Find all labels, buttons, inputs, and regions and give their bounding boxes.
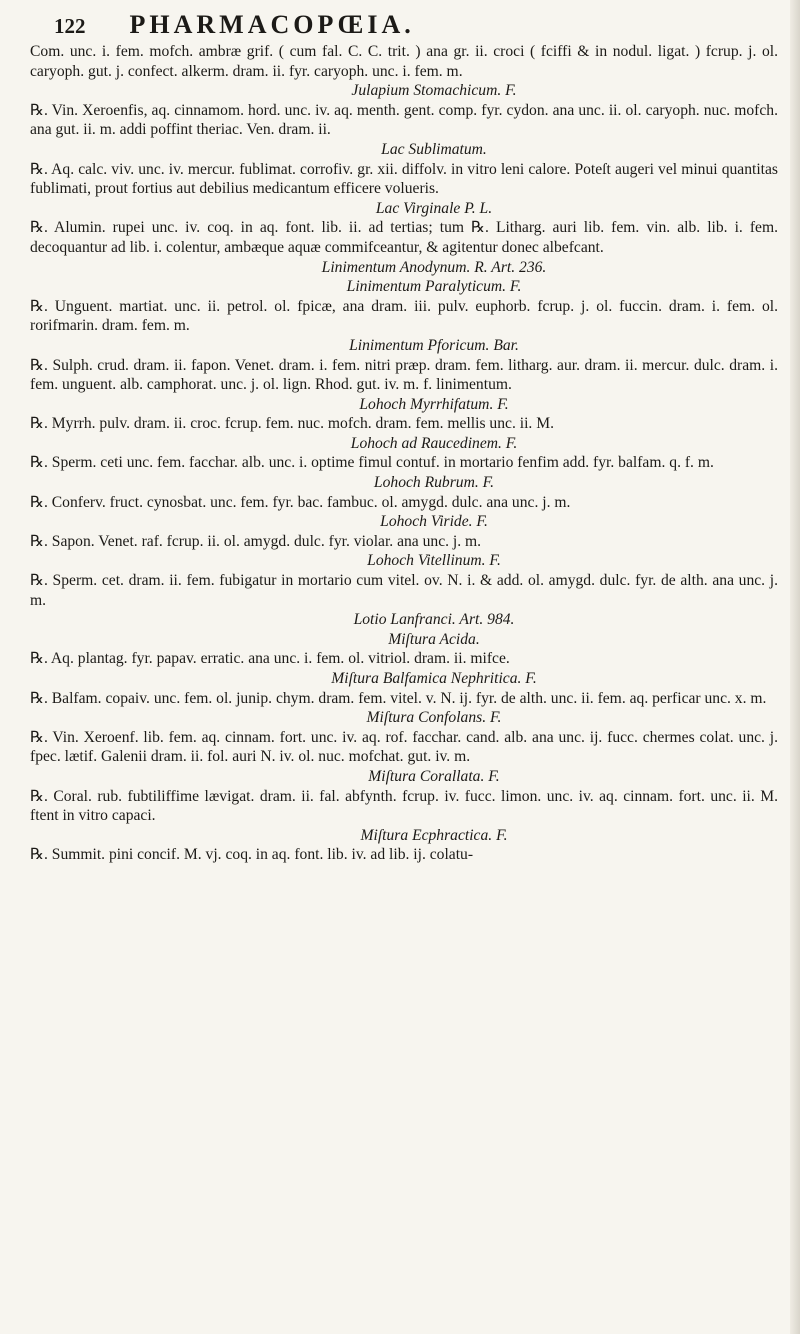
recipe-text: ℞. Summit. pini concif. M. vj. coq. in aq. font. lib. iv. ad lib. ij. colatu- — [30, 846, 474, 864]
recipe-text: ℞. Sapon. Venet. raf. fcrup. ii. ol. amygd. dulc. fyr. violar. ana unc. j. m. — [30, 532, 482, 550]
recipe-title: Miſtura Corallata. F. — [368, 767, 500, 785]
recipe-title: Lac Virginale P. L. — [375, 199, 493, 217]
recipe-title: Linimentum Paralyticum. F. — [346, 278, 522, 296]
recipe-title: Miſtura Ecphractica. F. — [360, 826, 508, 844]
recipe-text: ℞. Coral. rub. fubtiliffime lævigat. dram. ii. fal. abfynth. fcrup. iv. fucc. limon. unc. iv. aq. cinnam. fort. unc. ii. M. ftent in vitro capaci. — [30, 787, 778, 825]
recipe-title: Lohoch Viride. F. — [380, 513, 488, 531]
recipe-title: Lohoch Rubrum. F. — [373, 474, 495, 492]
recipe-text: ℞. Myrrh. pulv. dram. ii. croc. fcrup. fem. nuc. mofch. dram. fem. mellis unc. ii. M. — [30, 415, 554, 433]
recipe-title: Linimentum Pforicum. Bar. — [349, 336, 519, 354]
recipe-title: Lac Sublimatum. — [381, 140, 487, 158]
recipe-text: ℞. Conferv. fruct. cynosbat. unc. fem. fyr. bac. fambuc. ol. amygd. dulc. ana unc. j. m. — [30, 493, 571, 511]
recipe-title: Lohoch Vitellinum. F. — [367, 552, 501, 570]
recipe-text: ℞. Alumin. rupei unc. iv. coq. in aq. font. lib. ii. ad tertias; tum ℞. Litharg. auri lib. fem. vin. alb. lib. i. fem. decoquantur ad lib. i. colentur, ambæque aquæ commifceantur, & agitentur donec albefcant. — [30, 219, 778, 256]
recipe-title: Linimentum Anodynum. R. Art. 236. — [321, 258, 547, 276]
recipe-text: ℞. Unguent. martiat. unc. ii. petrol. ol. fpicæ, ana dram. iii. pulv. euphorb. fcrup. j. ol. fuccin. dram. i. fem. ol. rorifmarin. dram. fem. m. — [30, 297, 778, 335]
recipe-text: Com. unc. i. fem. mofch. ambræ grif. ( cum fal. C. C. trit. ) ana gr. ii. croci ( fciffi & in nodul. ligat. ) fcrup. j. ol. caryoph. gut. j. confect. alkerm. dram. ii. fyr. caryoph. unc. i. fem. m. — [30, 43, 778, 80]
recipe-text: ℞. Balfam. copaiv. unc. fem. ol. junip. chym. dram. fem. vitel. v. N. ij. fyr. de alth. unc. ii. fem. aq. perficar unc. x. m. — [30, 689, 767, 707]
recipe-title: Miſtura Balfamica Nephritica. F. — [331, 670, 537, 687]
page-number: 122 — [54, 14, 86, 38]
recipe-title: Miſtura Confolans. F. — [366, 709, 502, 727]
recipe-title: Lohoch Myrrhifatum. F. — [359, 395, 509, 413]
recipe-text: ℞. Sperm. ceti unc. fem. facchar. alb. unc. i. optime fimul contuf. in mortario fenfim add. fyr. balfam. q. f. m. — [30, 454, 714, 472]
recipe-text: ℞. Sulph. crud. dram. ii. fapon. Venet. dram. i. fem. nitri præp. dram. fem. litharg. aur. dram. ii. mercur. dulc. dram. i. fem. unguent. alb. camphorat. unc. j. ol. lign. Rhod. gut. iv. m. f. linimentum. — [30, 356, 778, 394]
page-edge — [790, 0, 800, 1334]
recipe-text: ℞. Vin. Xeroenfis, aq. cinnamom. hord. unc. iv. aq. menth. gent. comp. fyr. cydon. ana unc. ii. ol. caryoph. nuc. mofch. ana gut. ii. m. addi poffint theriac. Ven. dram. ii. — [30, 101, 778, 139]
recipe-title: Miſtura Acida. — [388, 630, 480, 648]
recipe-title: Julapium Stomachicum. F. — [351, 82, 517, 100]
recipe-title: Lotio Lanfranci. Art. 984. — [353, 611, 515, 629]
body-text — [30, 42, 778, 865]
recipe-text: ℞. Aq. calc. viv. unc. iv. mercur. fublimat. corrofiv. gr. xii. diffolv. in vitro leni calore. Poteſt augeri vel minui quantitas fublimati, prout fortius aut debilius medicantum efficere volueris. — [30, 160, 778, 198]
recipe-text: ℞. Vin. Xeroenf. lib. fem. aq. cinnam. fort. unc. iv. aq. rof. facchar. cand. alb. ana unc. ij. fucc. chermes colat. unc. j. fpec. lætif. Galenii dram. ii. fol. auri N. iv. ol. nuc. mofchat. gut. iv. m. — [30, 728, 778, 766]
recipe-text: ℞. Aq. plantag. fyr. papav. erratic. ana unc. i. fem. ol. vitriol. dram. ii. mifce. — [30, 650, 510, 668]
recipe-title: Lohoch ad Raucedinem. F. — [350, 434, 518, 452]
recipe-text: ℞. Sperm. cet. dram. ii. fem. fubigatur in mortario cum vitel. ov. N. i. & add. ol. amygd. dulc. fyr. de alth. ana unc. j. m. — [30, 572, 778, 609]
running-head: PHARMACOPŒIA. — [129, 10, 415, 39]
page-header — [54, 10, 778, 40]
